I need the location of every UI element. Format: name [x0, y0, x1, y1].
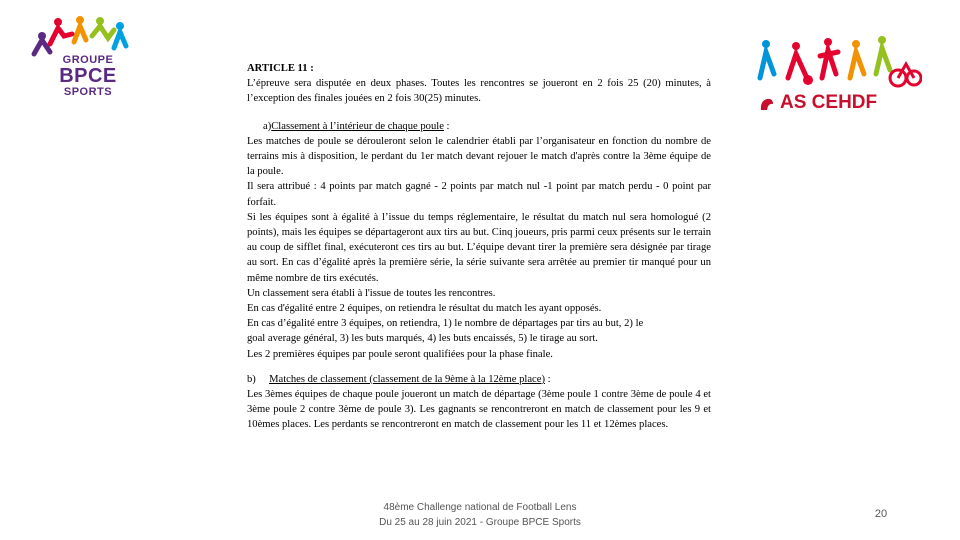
section-a-paragraph-1: Les matches de poule se dérouleront selon le calendrier établi par l’organisateur en fonction du nombre de terrains mis à disposition, le perdant du 1er match devant rejouer le match d'après contre la 3ème équipe de la poule.	[247, 135, 711, 178]
section-b-prefix: b)	[247, 373, 256, 385]
section-b-heading-line	[247, 372, 711, 387]
as-cehdf-brand-text: AS CEHDF	[780, 92, 878, 113]
athletes-icon	[28, 14, 148, 58]
section-b-heading: Matches de classement (classement de la 9ème à la 12ème place)	[269, 373, 545, 385]
section-b-paragraph-1: Les 3èmes équipes de chaque poule joueront un match de départage (3ème poule 1 contre 3ème de poule 4 et 3ème poule 2 contre 3ème de poule 3). Les gagnants se rencontreront en match de classement pour les 9 et 10èmes places. Les perdants se rencontreront en match de classement pour les 11 et 12èmes places.	[247, 389, 711, 431]
section-b-suffix: :	[544, 373, 551, 385]
section-a-paragraph-7: Les 2 premières équipes par poule seront qualifiées pour la phase finale.	[247, 348, 553, 360]
sports-figures-icon	[752, 34, 922, 90]
section-a-heading: Classement à l’intérieur de chaque poule	[271, 120, 444, 132]
footer-line-2: Du 25 au 28 juin 2021 - Groupe BPCE Sports	[379, 517, 581, 528]
section-a-prefix: a)	[263, 120, 272, 132]
section-a-paragraph-6: En cas d’égalité entre 3 équipes, on retiendra, 1) le nombre de départages par tirs au but, 2) le goal average général, 3) les buts marqués, 4) les buts encaissés, 5) le tirage au sort.	[247, 318, 644, 345]
article-title: ARTICLE 11 :	[247, 63, 314, 74]
page-number: 20	[874, 508, 888, 520]
as-cehdf-logo	[752, 34, 922, 120]
section-a-paragraph-5: En cas d'égalité entre 2 équipes, on retiendra le résultat du match les ayant opposés.	[247, 303, 602, 315]
logo-word-groupe: GROUPE	[62, 54, 114, 66]
caisse-epargne-squirrel-icon	[758, 95, 776, 113]
footer-line-1: 48ème Challenge national de Football Lens	[383, 502, 577, 513]
section-a-paragraph-2: Il sera attribué : 4 points par match gagné - 2 points par match nul -1 point par match perdu - 0 point par forfait.	[247, 181, 711, 208]
logo-word-sports: SPORTS	[63, 86, 113, 98]
section-a-paragraph-3: Si les équipes sont à égalité à l’issue du temps réglementaire, le résultat du match nul sera homologué (2 points), mais les équipes se départageront aux tirs au but. Cinq joueurs, pris parmi ceux présents sur le terrain au coup de sifflet final, exécuteront ces tirs au but. L’équipe devant tirer la première sera désignée par tirage au sort. En cas d’égalité après la première série, la série suivante sera arrêtée au premier tir manqué pour un même nombre de tirs exécutés.	[247, 211, 711, 284]
section-a-suffix: :	[443, 120, 450, 132]
section-a-paragraph-4: Un classement sera établi à l'issue de toutes les rencontres.	[247, 287, 496, 299]
groupe-bpce-sports-logo	[28, 14, 148, 100]
slide-footer	[352, 500, 608, 530]
logo-word-bpce: BPCE	[59, 65, 117, 87]
section-a-heading-line	[247, 119, 711, 134]
article-intro: L’épreuve sera disputée en deux phases. Toutes les rencontres se joueront en 2 fois 25 (20) minutes, à l’exception des finales jouées en 2 fois 30(25) minutes.	[247, 78, 711, 105]
article-body	[247, 61, 711, 433]
